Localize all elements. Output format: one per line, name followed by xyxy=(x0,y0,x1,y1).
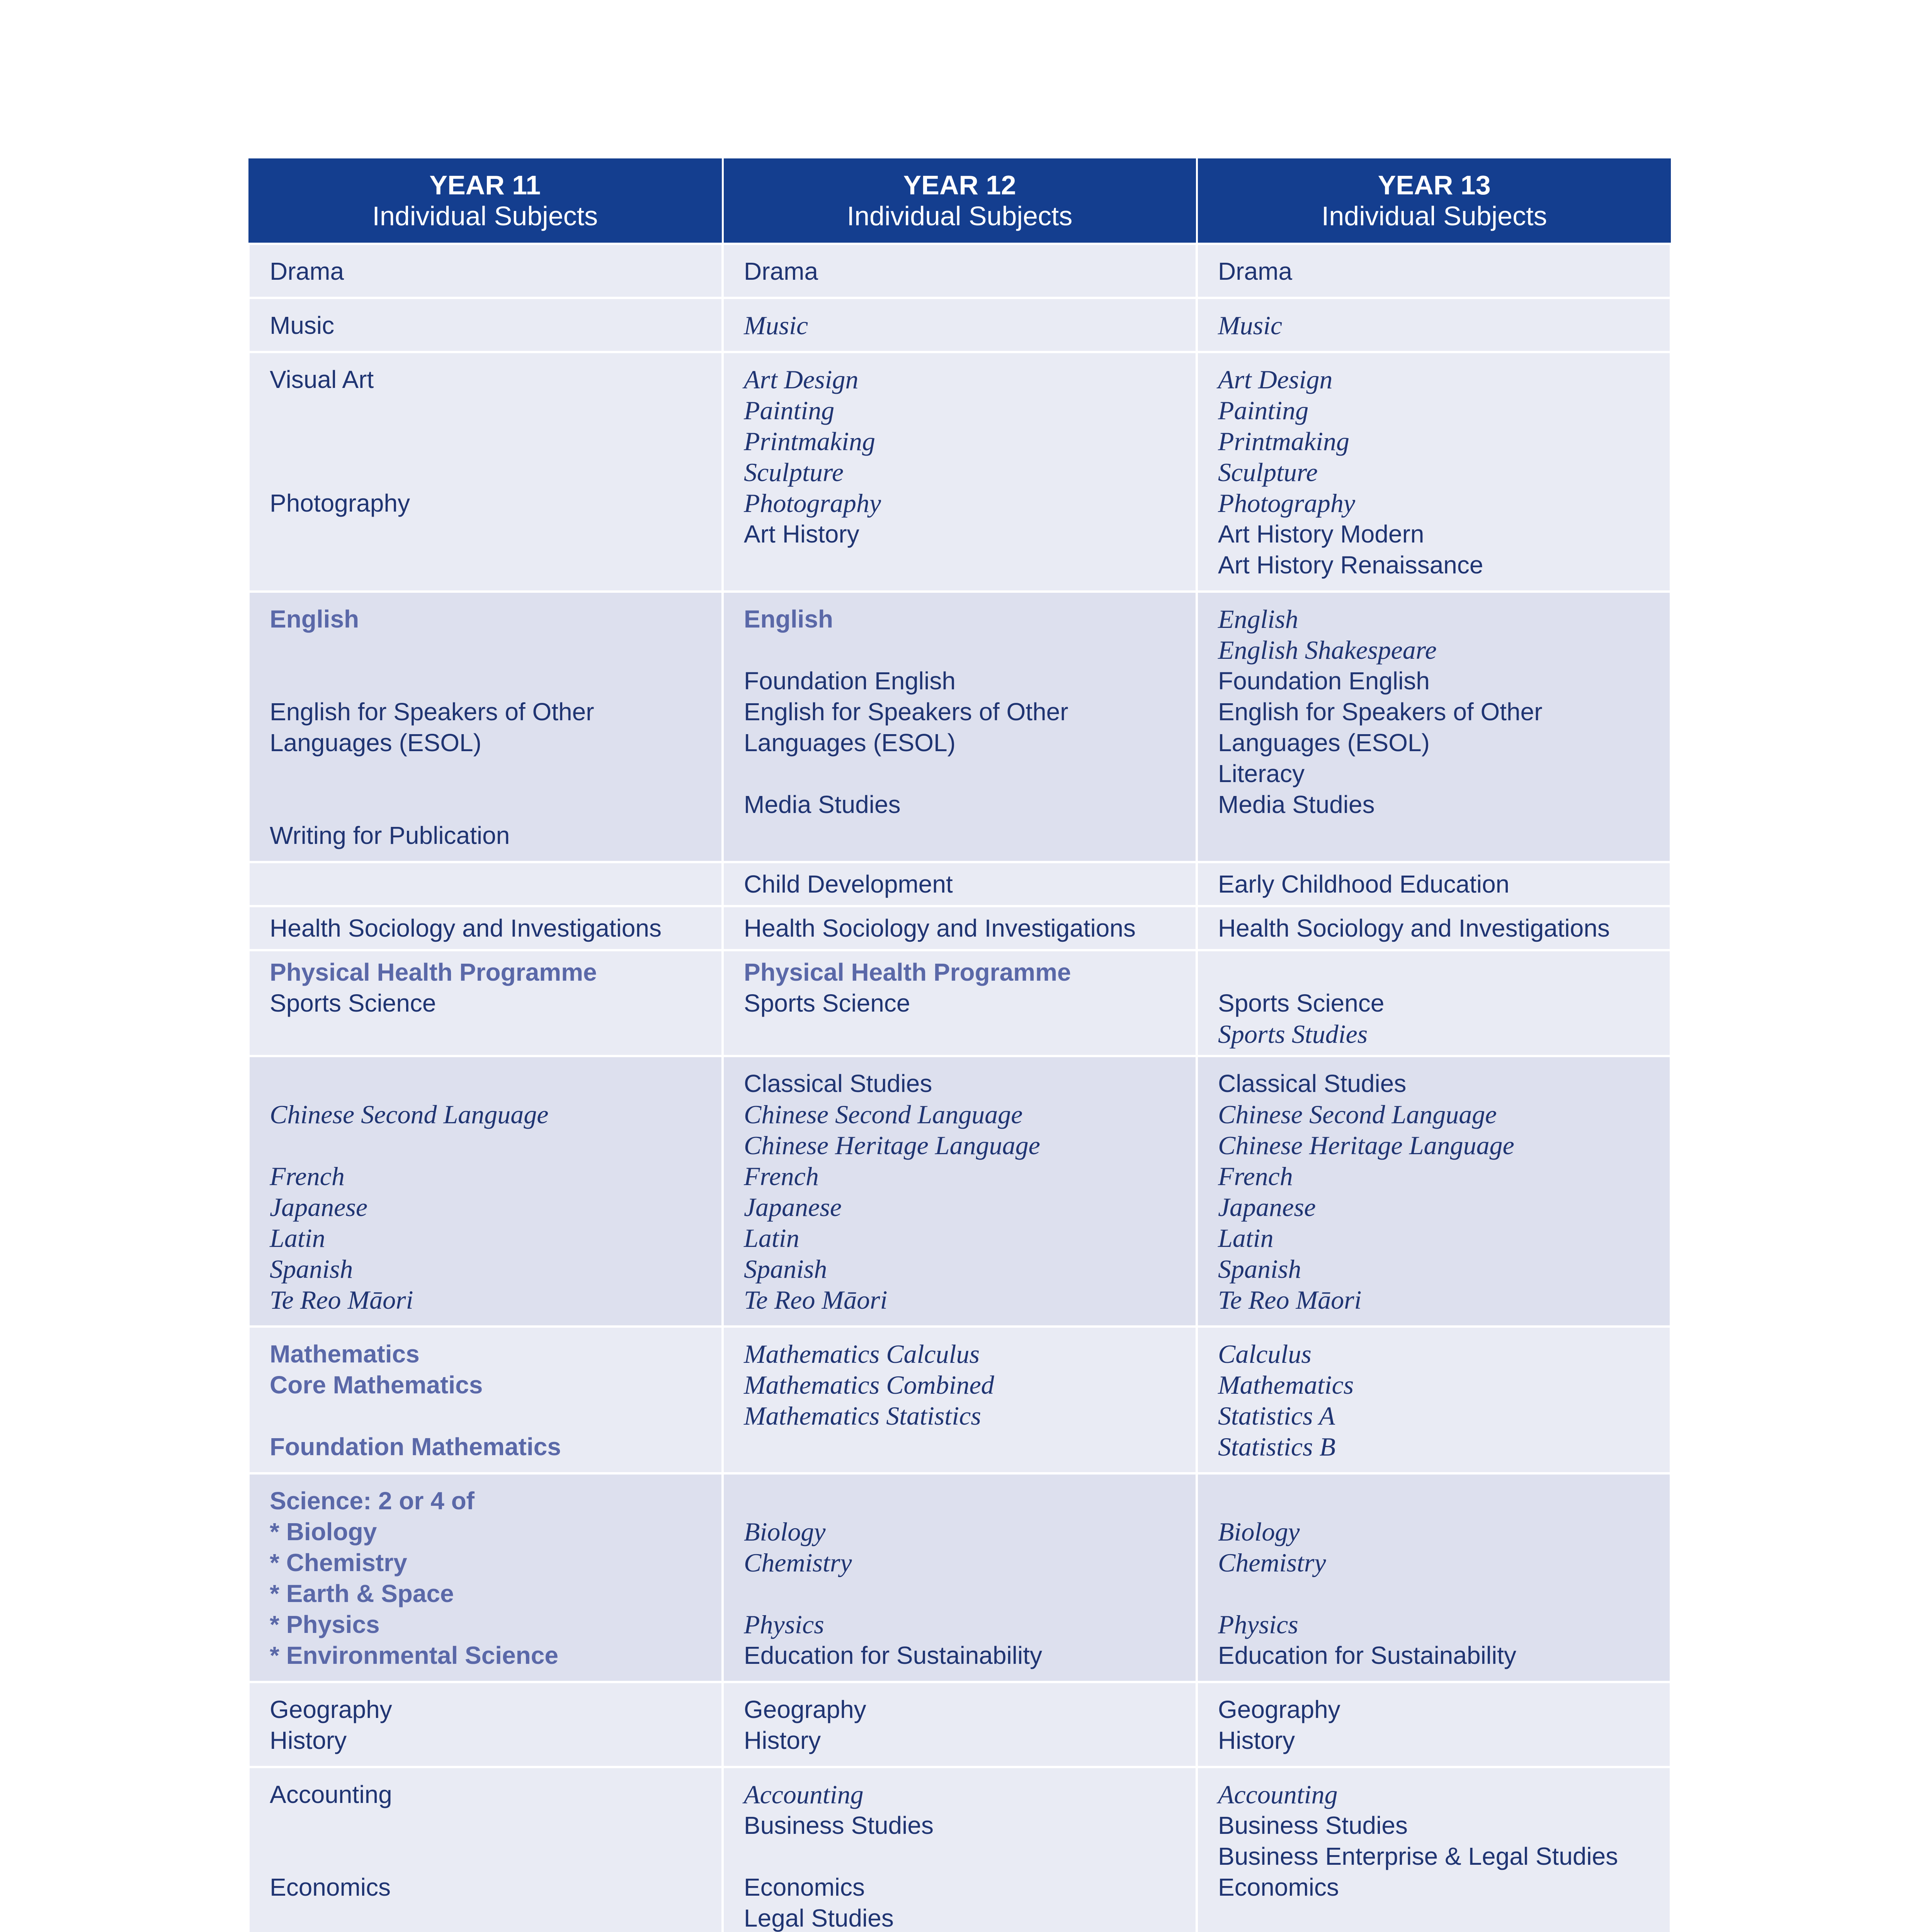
subject-name: Japanese xyxy=(270,1192,368,1222)
subject-name: * Chemistry xyxy=(270,1549,407,1577)
year-11-cell xyxy=(248,592,723,862)
subject-name: Chemistry xyxy=(744,1548,852,1577)
year-11-cell xyxy=(248,1327,723,1473)
subject-name: Chinese Second Language xyxy=(744,1100,1023,1129)
table-row xyxy=(248,298,1671,352)
table-row xyxy=(248,1767,1671,1932)
subject-name: Mathematics xyxy=(1218,1370,1354,1400)
subject-name: Music xyxy=(1218,311,1283,340)
subject-name: Health Sociology and Investigations xyxy=(744,914,1136,942)
table-row xyxy=(248,352,1671,592)
header-row xyxy=(248,158,1671,244)
subject-name: Chinese Heritage Language xyxy=(744,1131,1040,1160)
year-13-cell xyxy=(1197,1767,1671,1932)
year-12-cell xyxy=(723,592,1197,862)
table-row xyxy=(248,244,1671,298)
subject-name: Legal Studies xyxy=(744,1904,894,1932)
subject-name: Biology xyxy=(744,1517,826,1546)
year-11-cell xyxy=(248,950,723,1056)
year-11-cell xyxy=(248,244,723,298)
header-year-label: YEAR 11 xyxy=(429,170,541,200)
year-11-cell xyxy=(248,906,723,950)
subject-name: Accounting xyxy=(1218,1780,1338,1809)
subject-name: Economics xyxy=(744,1873,865,1901)
year-11-cell xyxy=(248,298,723,352)
spacer-line xyxy=(270,395,702,426)
subject-name: Foundation English xyxy=(744,667,956,695)
subject-name: Chinese Heritage Language xyxy=(1218,1131,1514,1160)
subject-name: Music xyxy=(270,311,335,339)
subject-name: Languages (ESOL) xyxy=(744,729,956,757)
subject-name: Media Studies xyxy=(1218,791,1375,818)
year-12-cell xyxy=(723,1056,1197,1327)
spacer-line xyxy=(270,1810,702,1841)
header-subtitle: Individual Subjects xyxy=(847,201,1073,231)
subject-name: Education for Sustainability xyxy=(1218,1641,1516,1669)
subject-name: Physical Health Programme xyxy=(744,958,1071,986)
subject-name: French xyxy=(270,1162,345,1191)
table-row xyxy=(248,1056,1671,1327)
subject-name: Chinese Second Language xyxy=(270,1100,549,1129)
subject-name: Art Design xyxy=(744,365,859,394)
subject-name: Early Childhood Education xyxy=(1218,870,1510,898)
year-13-cell xyxy=(1197,592,1671,862)
subject-name: Spanish xyxy=(744,1254,827,1284)
subject-name: Business Enterprise & Legal Studies xyxy=(1218,1842,1618,1870)
subject-name: Printmaking xyxy=(1218,427,1349,456)
subject-name: Art History xyxy=(744,520,859,548)
year-13-cell xyxy=(1197,298,1671,352)
year-13-cell xyxy=(1197,352,1671,592)
subject-name: Mathematics Statistics xyxy=(744,1401,981,1430)
table-header xyxy=(248,158,1671,244)
subject-name: Japanese xyxy=(744,1192,842,1222)
subject-name: Mathematics Combined xyxy=(744,1370,994,1400)
subject-name: Economics xyxy=(1218,1873,1339,1901)
subject-name: Physics xyxy=(744,1610,824,1639)
subject-name: Spanish xyxy=(1218,1254,1301,1284)
subject-name: Visual Art xyxy=(270,366,374,393)
subject-name: English xyxy=(744,605,833,633)
year-12-cell xyxy=(723,244,1197,298)
spacer-line xyxy=(744,1841,1176,1872)
subject-name: Art History Renaissance xyxy=(1218,551,1483,579)
subject-name: Geography xyxy=(1218,1696,1340,1723)
subject-name: Chemistry xyxy=(1218,1548,1326,1577)
header-year-13 xyxy=(1197,158,1671,244)
year-12-cell xyxy=(723,1473,1197,1682)
subject-name: Japanese xyxy=(1218,1192,1316,1222)
subject-name: * Earth & Space xyxy=(270,1580,454,1607)
subject-name: Spanish xyxy=(270,1254,353,1284)
subject-name: Calculus xyxy=(1218,1339,1311,1369)
header-subtitle: Individual Subjects xyxy=(1321,201,1547,231)
subject-name: Drama xyxy=(270,257,344,285)
subject-name: Biology xyxy=(1218,1517,1300,1546)
subject-name: Physics xyxy=(1218,1610,1298,1639)
year-12-cell xyxy=(723,1767,1197,1932)
subject-name: Sculpture xyxy=(1218,457,1318,487)
spacer-line xyxy=(270,1400,702,1431)
spacer-line xyxy=(744,1485,1176,1516)
subject-name: English for Speakers of Other xyxy=(1218,698,1543,726)
spacer-line xyxy=(270,1130,702,1161)
year-12-cell xyxy=(723,862,1197,906)
year-13-cell xyxy=(1197,1682,1671,1767)
table-row xyxy=(248,1682,1671,1767)
spacer-line xyxy=(270,789,702,820)
spacer-line xyxy=(270,869,702,900)
subject-name: Languages (ESOL) xyxy=(270,729,481,757)
subject-name: Te Reo Māori xyxy=(1218,1285,1362,1315)
spacer-line xyxy=(744,634,1176,665)
spacer-line xyxy=(270,457,702,488)
subject-name: Languages (ESOL) xyxy=(1218,729,1430,757)
subject-name: English for Speakers of Other xyxy=(270,698,594,726)
year-12-cell xyxy=(723,906,1197,950)
spacer-line xyxy=(1218,1903,1650,1932)
subject-name: History xyxy=(270,1726,347,1754)
subject-name: Sculpture xyxy=(744,457,844,487)
subject-name: Geography xyxy=(744,1696,866,1723)
header-year-11 xyxy=(248,158,723,244)
spacer-line xyxy=(270,665,702,696)
subject-name: Education for Sustainability xyxy=(744,1641,1042,1669)
year-13-cell xyxy=(1197,862,1671,906)
spacer-line xyxy=(1218,1578,1650,1609)
table-body xyxy=(248,244,1671,1932)
spacer-line xyxy=(270,1068,702,1099)
subject-name: Sports Science xyxy=(270,989,436,1017)
header-year-label: YEAR 13 xyxy=(1378,170,1491,200)
subject-name: * Environmental Science xyxy=(270,1641,558,1669)
subject-name: Drama xyxy=(744,257,818,285)
subject-name: Writing for Publication xyxy=(270,821,510,849)
year-12-cell xyxy=(723,352,1197,592)
year-13-cell xyxy=(1197,1473,1671,1682)
subject-name: Health Sociology and Investigations xyxy=(270,914,662,942)
subject-name: Printmaking xyxy=(744,427,875,456)
subject-name: Sports Science xyxy=(744,989,910,1017)
subject-name: Accounting xyxy=(270,1781,392,1808)
subject-name: Foundation English xyxy=(1218,667,1430,695)
header-year-12 xyxy=(723,158,1197,244)
subject-name: English Shakespeare xyxy=(1218,635,1437,665)
subject-name: Literacy xyxy=(1218,760,1305,787)
year-11-cell xyxy=(248,862,723,906)
table-row xyxy=(248,906,1671,950)
subject-name: French xyxy=(744,1162,819,1191)
subject-name: Music xyxy=(744,311,808,340)
spacer-line xyxy=(270,1841,702,1872)
spacer-line xyxy=(270,758,702,789)
subject-name: Art Design xyxy=(1218,365,1333,394)
year-11-cell xyxy=(248,352,723,592)
subject-name: Photography xyxy=(744,488,881,518)
table-row xyxy=(248,862,1671,906)
subject-name: Mathematics Calculus xyxy=(744,1339,980,1369)
spacer-line xyxy=(1218,1485,1650,1516)
subject-name: History xyxy=(744,1726,821,1754)
subject-name: Core Mathematics xyxy=(270,1371,483,1399)
subject-name: Foundation Mathematics xyxy=(270,1433,561,1461)
year-12-cell xyxy=(723,950,1197,1056)
subject-name: Business Studies xyxy=(744,1811,934,1839)
subject-name: Photography xyxy=(1218,488,1356,518)
subject-name: History xyxy=(1218,1726,1295,1754)
year-13-cell xyxy=(1197,1327,1671,1473)
subject-name: Sports Science xyxy=(1218,989,1385,1017)
subject-name: Accounting xyxy=(744,1780,864,1809)
subject-name: Economics xyxy=(270,1873,391,1901)
subject-name: Latin xyxy=(270,1223,325,1253)
subject-name: Health Sociology and Investigations xyxy=(1218,914,1610,942)
spacer-line xyxy=(744,758,1176,789)
year-13-cell xyxy=(1197,950,1671,1056)
spacer-line xyxy=(744,1578,1176,1609)
subject-name: Geography xyxy=(270,1696,392,1723)
subject-name: Statistics A xyxy=(1218,1401,1335,1430)
subject-name: English xyxy=(270,605,359,633)
subject-name: Latin xyxy=(1218,1223,1274,1253)
subject-name: French xyxy=(1218,1162,1293,1191)
subject-name: Child Development xyxy=(744,870,953,898)
year-13-cell xyxy=(1197,244,1671,298)
subject-name: Painting xyxy=(1218,396,1309,425)
subject-name: Media Studies xyxy=(744,791,901,818)
subject-name: English xyxy=(1218,604,1298,634)
table-row xyxy=(248,592,1671,862)
subject-name: * Physics xyxy=(270,1611,380,1638)
table-row xyxy=(248,1327,1671,1473)
spacer-line xyxy=(270,426,702,457)
year-11-cell xyxy=(248,1056,723,1327)
subject-table xyxy=(247,158,1672,1932)
subject-name: Science: 2 or 4 of xyxy=(270,1487,475,1515)
subject-name: Business Studies xyxy=(1218,1811,1408,1839)
year-12-cell xyxy=(723,1327,1197,1473)
subject-name: Classical Studies xyxy=(744,1070,932,1097)
table-row xyxy=(248,1473,1671,1682)
header-subtitle: Individual Subjects xyxy=(372,201,598,231)
subject-name: Sports Studies xyxy=(1218,1019,1368,1049)
subject-name: Physical Health Programme xyxy=(270,958,597,986)
year-13-cell xyxy=(1197,1056,1671,1327)
spacer-line xyxy=(270,634,702,665)
spacer-line xyxy=(1218,957,1650,988)
subject-name: English for Speakers of Other xyxy=(744,698,1068,726)
subject-name: Te Reo Māori xyxy=(744,1285,888,1315)
subject-name: Te Reo Māori xyxy=(270,1285,413,1315)
table-row xyxy=(248,950,1671,1056)
year-11-cell xyxy=(248,1767,723,1932)
subject-name: Mathematics xyxy=(270,1340,420,1368)
subject-name: Chinese Second Language xyxy=(1218,1100,1497,1129)
subject-name: Statistics B xyxy=(1218,1432,1336,1461)
subject-name: Painting xyxy=(744,396,835,425)
subject-name: * Biology xyxy=(270,1518,377,1546)
year-12-cell xyxy=(723,1682,1197,1767)
header-year-label: YEAR 12 xyxy=(903,170,1016,200)
subject-name: Drama xyxy=(1218,257,1293,285)
year-13-cell xyxy=(1197,906,1671,950)
year-12-cell xyxy=(723,298,1197,352)
subject-name: Latin xyxy=(744,1223,799,1253)
subject-name: Art History Modern xyxy=(1218,520,1424,548)
year-11-cell xyxy=(248,1473,723,1682)
subject-name: Classical Studies xyxy=(1218,1070,1407,1097)
year-11-cell xyxy=(248,1682,723,1767)
subject-name: Photography xyxy=(270,489,410,517)
